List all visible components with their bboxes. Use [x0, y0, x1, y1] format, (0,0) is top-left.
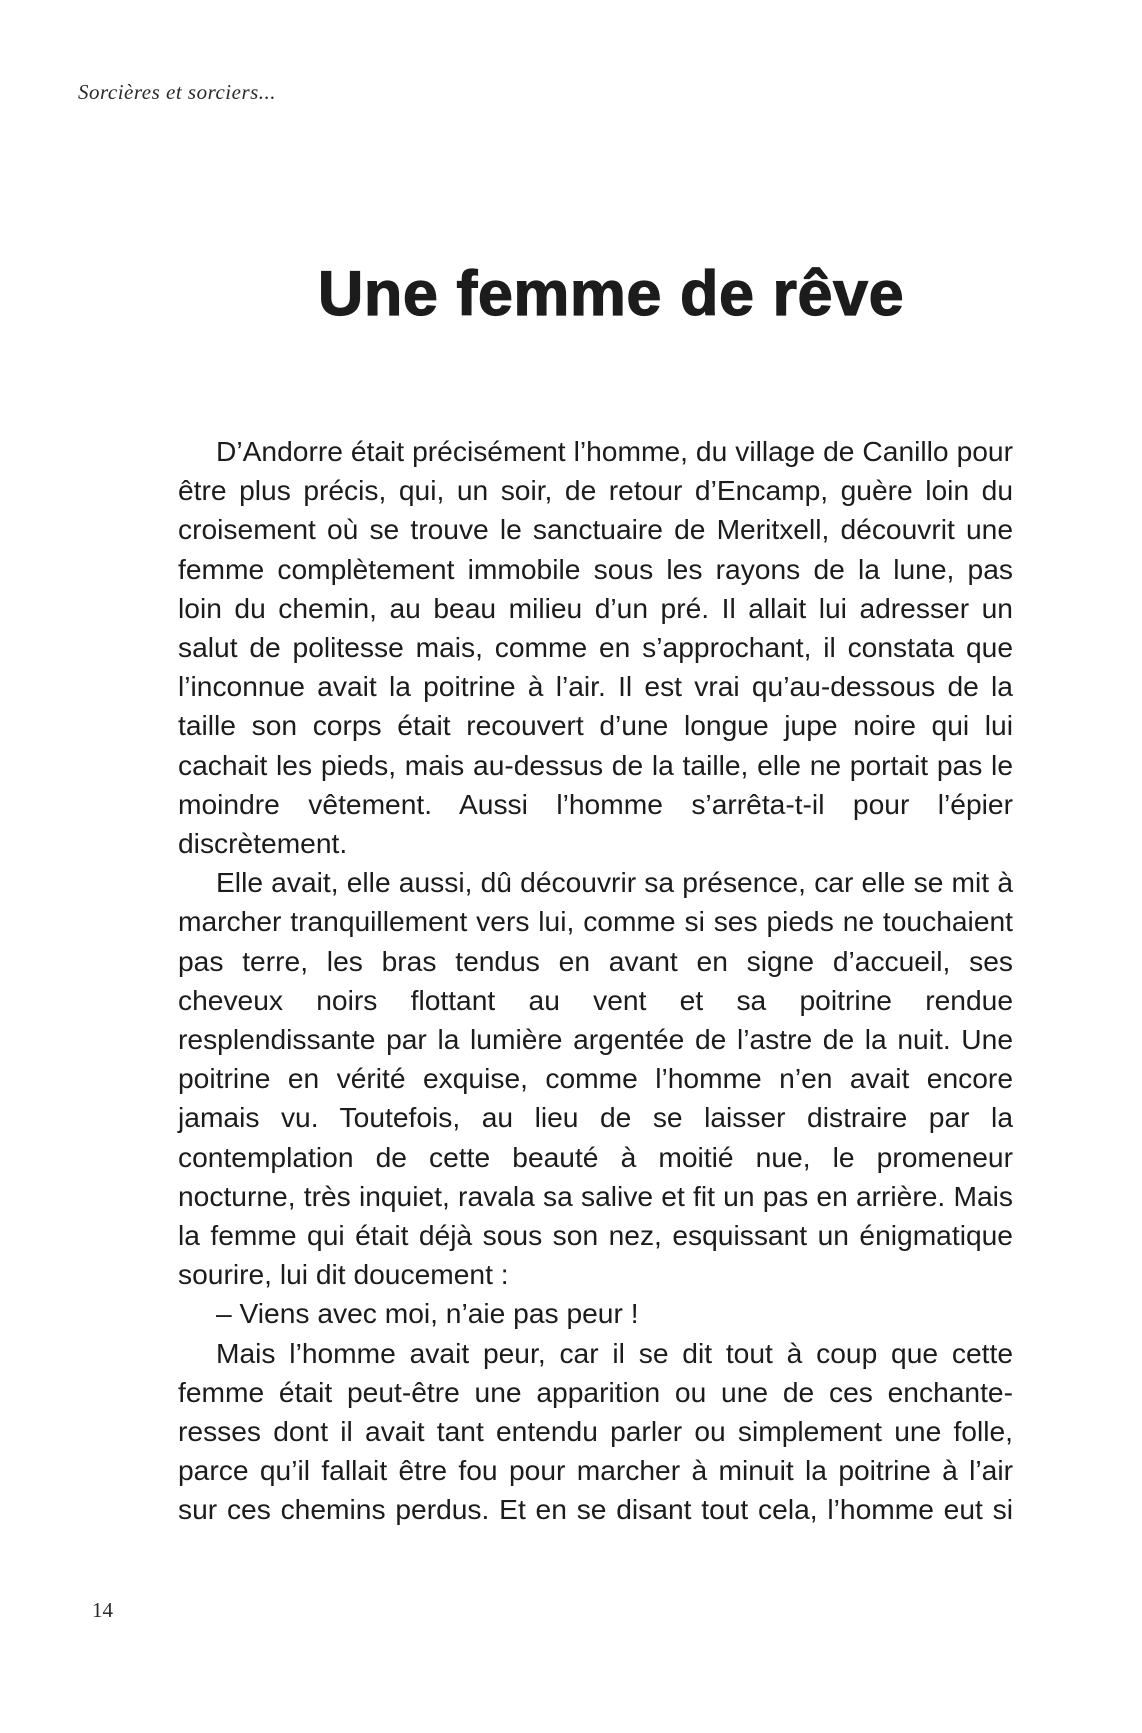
page-number: 14	[92, 1598, 113, 1622]
running-header: Sorcières et sorciers...	[78, 80, 277, 104]
dialogue-line: – Viens avec moi, n’aie pas peur !	[216, 1297, 639, 1330]
chapter-title: Une femme de rêve	[317, 259, 905, 329]
paragraph: D’Andorre était précisément l’homme, du village de Canillo pour être plus précis, qui, un soir, de retour d’Encamp, guère loin du croisement où se trouve le sanctuaire de Meritxell, découvrit une femme complètement immobile sous les rayons de la lune, pas loin du chemin, au beau milieu d’un pré. Il allait lui adresser un salut de politesse mais, comme en s’approchant, il constata que l’inconnue avait la poitrine à l’air. Il est vrai qu’au-dessous de la taille son corps était recouvert d’une longue jupe noire qui lui cachait les pieds, mais au-dessus de la taille, elle ne portait pas le moindre vêtement. Aussi l’homme s’arrêta-t-il pour l’épier discrètement.	[178, 435, 1013, 860]
paragraph: Elle avait, elle aussi, dû découvrir sa présence, car elle se mit à marcher tranquillement vers lui, comme si ses pieds ne touchaient pas terre, les bras tendus en avant en signe d’accueil, ses cheveux noirs flottant au vent et sa poitrine rendue resplendissante par la lumière argentée de l’astre de la nuit. Une poitrine en vérité exquise, comme l’homme n’en avait encore jamais vu. Toutefois, au lieu de se laisser distraire par la contemplation de cette beauté à moitié nue, le promeneur nocturne, très inquiet, ravala sa salive et fit un pas en arrière. Mais la femme qui était déjà sous son nez, esquissant un énigmatique sourire, lui dit doucement :	[178, 866, 1013, 1291]
body-text	[178, 432, 1013, 1530]
paragraph: Mais l’homme avait peur, car il se dit tout à coup que cette femme était peut-être une apparition ou une de ces enchante-resses dont il avait tant entendu parler ou simplement une folle, parce qu’il fallait être fou pour marcher à minuit la poitrine à l’air sur ces chemins perdus. Et en se disant tout cela, l’homme eut si	[178, 1336, 1013, 1526]
